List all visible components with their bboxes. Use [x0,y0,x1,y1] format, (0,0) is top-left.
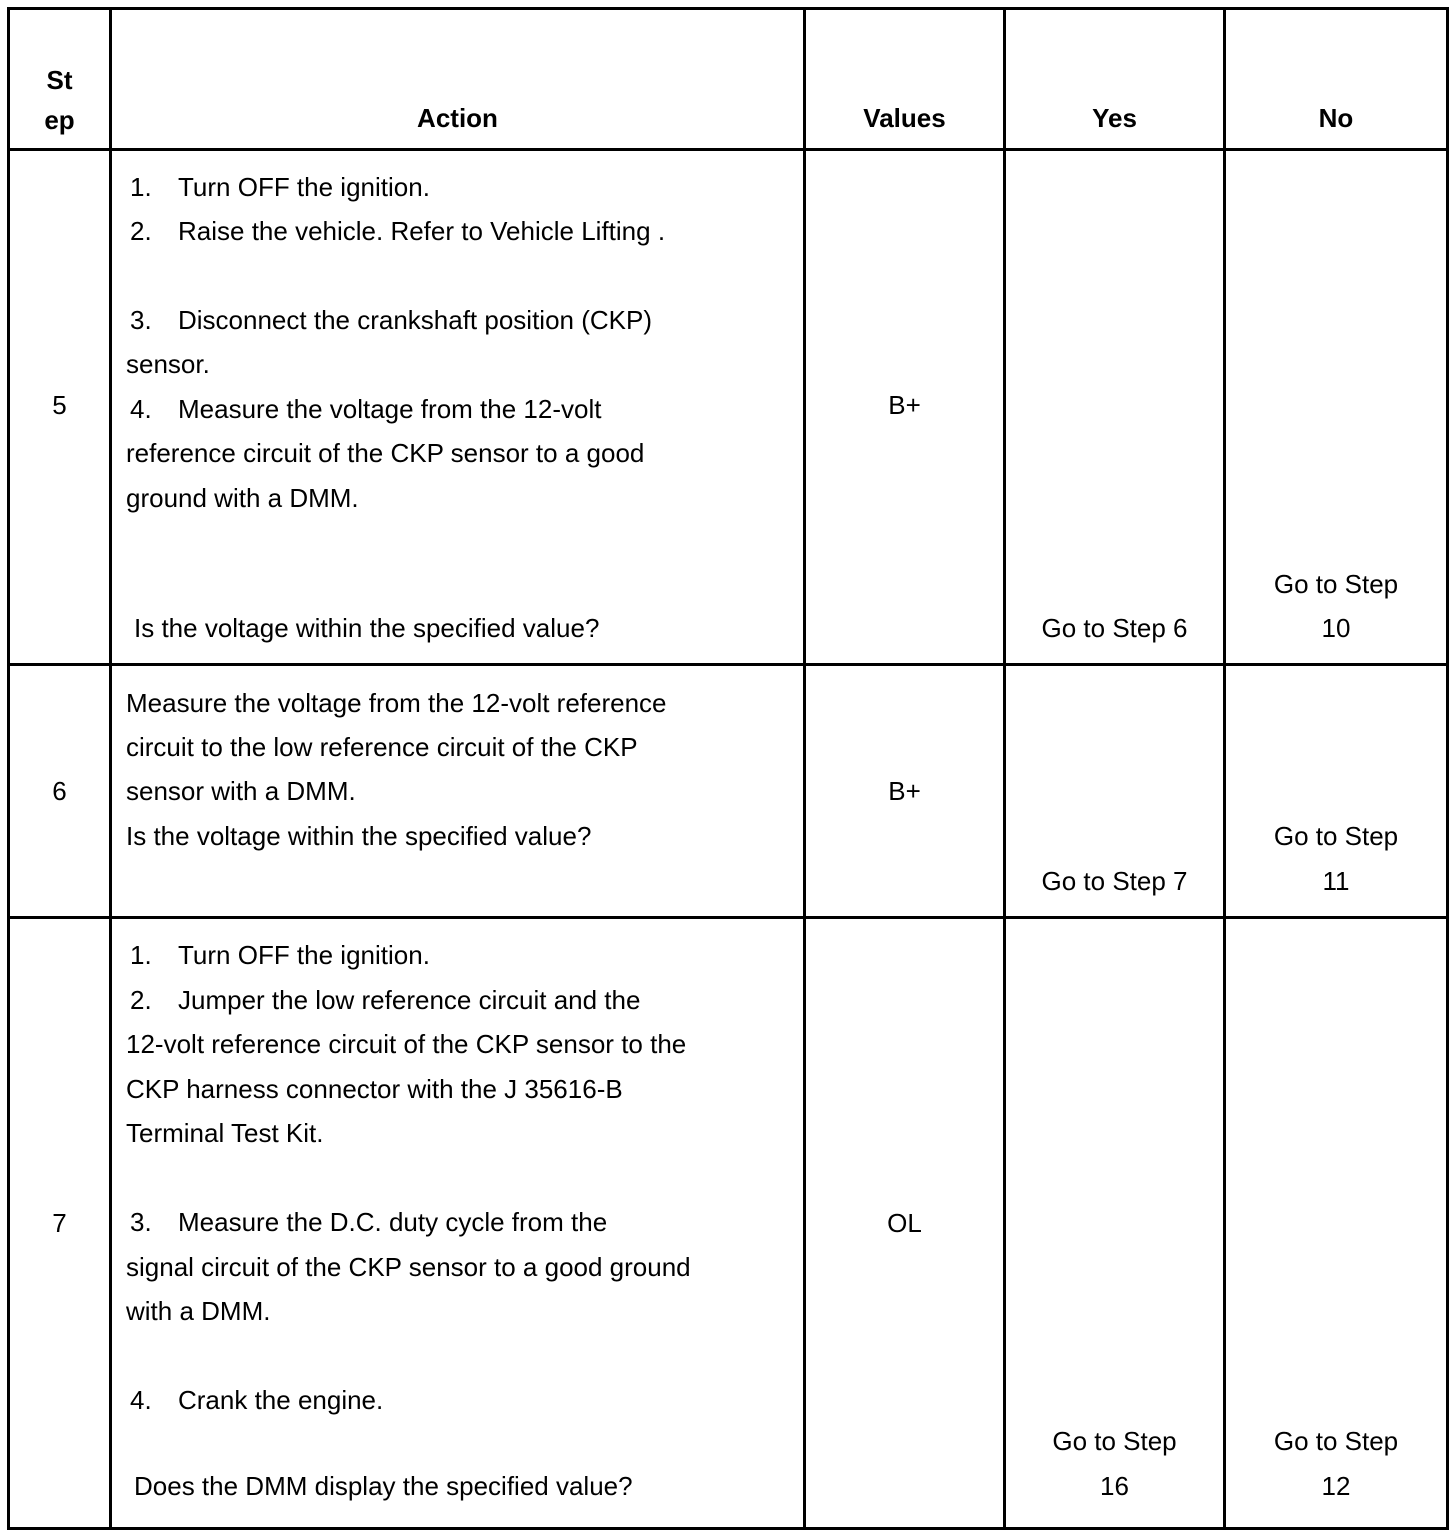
action-question: Is the voltage within the specified value? [126,821,592,851]
action-line: Measure the voltage from the 12-volt reference [126,688,667,718]
step-cell [9,665,111,918]
action-text: Turn OFF the ignition. [178,940,430,970]
no-goto-line2: 12 [1321,1471,1351,1501]
list-number: 1. [130,172,152,202]
specified-value: OL [887,1208,922,1238]
header-row [9,9,1448,150]
yes-goto-line2: 16 [1100,1471,1129,1501]
action-line: sensor. [126,349,210,379]
header-step [9,9,111,150]
action-text: Disconnect the crankshaft position (CKP) [178,305,652,335]
action-line: signal circuit of the CKP sensor to a good ground [126,1252,691,1282]
table-row [9,665,1448,918]
action-line: reference circuit of the CKP sensor to a good [126,438,645,468]
yes-cell [1005,150,1225,665]
no-goto-line2: 10 [1321,613,1351,643]
header-yes: Yes [1005,9,1225,150]
action-line [126,1200,607,1245]
specified-value: B+ [888,390,921,420]
step-number: 6 [52,776,67,806]
value-cell [805,665,1005,918]
list-number: 2. [130,216,152,246]
yes-goto-line1: Go to Step [1052,1426,1177,1456]
action-line: ground with a DMM. [126,483,359,513]
step-cell [9,918,111,1529]
table-row [9,150,1448,665]
action-text: Jumper the low reference circuit and the [178,985,641,1015]
list-number: 4. [130,1385,152,1415]
action-line [126,978,640,1023]
yes-goto: Go to Step 7 [1041,866,1188,896]
value-cell [805,918,1005,1529]
action-cell [111,150,805,665]
action-cell [111,918,805,1529]
action-text: Turn OFF the ignition. [178,172,430,202]
step-number: 5 [52,390,67,420]
header-no: No [1225,9,1448,150]
action-text: Raise the vehicle. Refer to Vehicle Lifting . [178,216,666,246]
action-line [126,933,430,978]
diagnostic-table [7,7,1449,1530]
action-question: Does the DMM display the specified value? [134,1471,633,1501]
no-cell [1225,150,1448,665]
list-number: 4. [130,394,152,424]
action-line [126,209,665,254]
no-cell [1225,665,1448,918]
action-line [126,298,652,343]
action-text: Measure the voltage from the 12-volt [178,394,602,424]
specified-value: B+ [888,776,921,806]
value-cell [805,150,1005,665]
action-line: with a DMM. [126,1296,271,1326]
header-action: Action [111,9,805,150]
yes-cell [1005,665,1225,918]
list-number: 3. [130,305,152,335]
no-goto-line1: Go to Step [1273,569,1399,599]
action-line: circuit to the low reference circuit of the CKP [126,732,638,762]
no-goto-line2: 11 [1322,866,1350,896]
step-cell [9,150,111,665]
table-row [9,918,1448,1529]
no-goto-line1: Go to Step [1273,1426,1399,1456]
header-step-line2: ep [44,105,75,135]
header-values: Values [805,9,1005,150]
step-number: 7 [52,1208,67,1238]
no-cell [1225,918,1448,1529]
action-line: Terminal Test Kit. [126,1118,324,1148]
action-line [126,165,430,210]
action-text: Crank the engine. [178,1385,384,1415]
action-line: 12-volt reference circuit of the CKP sensor to the [126,1029,687,1059]
yes-cell [1005,918,1225,1529]
action-cell [111,665,805,918]
list-number: 1. [130,940,152,970]
action-line [126,387,601,432]
yes-goto: Go to Step 6 [1041,613,1188,643]
action-line: CKP harness connector with the J 35616-B [126,1074,623,1104]
list-number: 2. [130,985,152,1015]
header-step-line1: St [46,65,73,95]
action-line [126,1378,383,1423]
action-question: Is the voltage within the specified value? [134,613,600,643]
list-number: 3. [130,1207,152,1237]
action-text: Measure the D.C. duty cycle from the [178,1207,608,1237]
action-line: sensor with a DMM. [126,776,356,806]
no-goto-line1: Go to Step [1273,821,1399,851]
